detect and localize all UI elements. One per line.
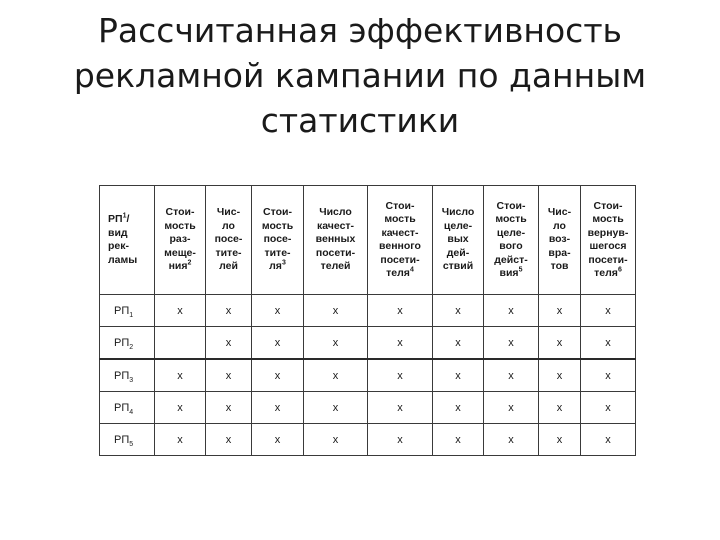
- table-row: [100, 327, 636, 360]
- table-cell: x: [368, 327, 433, 360]
- row-label: $РП_5$: [100, 424, 155, 456]
- table-cell: x: [484, 295, 539, 327]
- header-line: лей: [219, 260, 238, 273]
- table-cell: x: [539, 295, 581, 327]
- table-cell: x: [368, 424, 433, 456]
- table-cell: x: [484, 327, 539, 360]
- header-line: ствий: [442, 260, 474, 273]
- table-row: [100, 295, 636, 327]
- header-line: мость: [164, 219, 196, 232]
- row-index: 4: [129, 408, 134, 416]
- header-line: мость: [384, 213, 416, 225]
- table-row: [100, 424, 636, 456]
- header-line: ния$^2$: [168, 259, 192, 273]
- table-row: [100, 359, 636, 392]
- header-line: раз-: [169, 233, 191, 246]
- table-cell: x: [206, 295, 252, 327]
- table-cell: x: [581, 392, 636, 424]
- footnote-mark: 6: [617, 266, 622, 274]
- table-cell: x: [252, 327, 304, 360]
- table-cell: x: [206, 424, 252, 456]
- header-line: дей-: [446, 246, 470, 259]
- row-index: 1: [129, 311, 134, 319]
- table-cell: x: [206, 392, 252, 424]
- row-index: 5: [129, 440, 134, 448]
- statistics-table-container: [99, 185, 635, 453]
- table-cell: x: [539, 424, 581, 456]
- table-cell: x: [433, 392, 484, 424]
- header-line: посети-: [380, 253, 420, 266]
- table-cell: x: [304, 295, 368, 327]
- footnote-mark: 2: [187, 259, 192, 267]
- header-line: теля$^6$: [594, 266, 622, 279]
- table-cell: x: [581, 295, 636, 327]
- footnote-mark: 4: [409, 266, 414, 274]
- table-cell: x: [304, 327, 368, 360]
- header-line: Стои-: [496, 199, 526, 212]
- row-index: 2: [129, 343, 134, 351]
- row-label: $РП_3$: [100, 359, 155, 392]
- header-cell: [581, 186, 636, 295]
- table-cell: x: [206, 327, 252, 360]
- header-line: теля$^4$: [386, 266, 414, 279]
- header-line: меще-: [164, 246, 196, 259]
- slide-title: [40, 8, 680, 143]
- header-line: вернув-: [587, 226, 629, 239]
- table-cell: x: [484, 359, 539, 392]
- header-line: телей: [320, 260, 351, 273]
- row-index: 3: [129, 376, 134, 384]
- header-line: шегося: [589, 240, 627, 252]
- header-line: Стои-: [593, 199, 623, 212]
- header-line: Число: [319, 206, 352, 219]
- header-line: тите-: [264, 246, 291, 259]
- header-line: дейст-: [494, 253, 528, 266]
- header-line: ло: [222, 219, 235, 232]
- header-line: Число: [441, 206, 475, 219]
- header-line: посети-: [315, 246, 356, 259]
- header-cell: [206, 186, 252, 295]
- table-cell: x: [252, 359, 304, 392]
- header-line: Стои-: [385, 199, 415, 212]
- header-line: венного: [379, 240, 421, 252]
- table-cell: x: [155, 424, 206, 456]
- title-line-2: рекламной кампании по данным: [73, 56, 647, 95]
- header-cell: [304, 186, 368, 295]
- header-line: Чис-: [216, 206, 241, 219]
- header-cell-type: РП$^1$/ вид рек- ламы: [100, 186, 155, 295]
- table-cell: x: [539, 327, 581, 360]
- table-row: [100, 392, 636, 424]
- row-label: $РП_4$: [100, 392, 155, 424]
- header-line: Чис-: [547, 206, 572, 219]
- header-line: мость: [495, 213, 527, 225]
- header-line: вра-: [548, 246, 571, 259]
- header-line: Стои-: [263, 206, 292, 219]
- table-cell: x: [539, 359, 581, 392]
- header-line: мость: [592, 213, 624, 225]
- title-line-3: статистики: [260, 101, 460, 140]
- header-cell: [252, 186, 304, 295]
- table-cell: x: [368, 392, 433, 424]
- header-line: посети-: [588, 253, 628, 266]
- table-cell: x: [252, 295, 304, 327]
- header-line: вия$^5$: [499, 266, 523, 279]
- statistics-table: [99, 185, 636, 456]
- table-cell: [155, 327, 206, 360]
- row-label: $РП_2$: [100, 327, 155, 360]
- header-cell: [539, 186, 581, 295]
- footnote-mark: 3: [281, 259, 286, 267]
- header-line: тите-: [215, 246, 242, 259]
- header-line: целе-: [443, 219, 473, 232]
- header-cell: [484, 186, 539, 295]
- header-line: Стои-: [165, 206, 195, 219]
- table-cell: x: [433, 327, 484, 360]
- table-cell: x: [484, 392, 539, 424]
- table-cell: x: [252, 392, 304, 424]
- table-cell: x: [304, 424, 368, 456]
- header-line: посе-: [263, 233, 292, 246]
- table-cell: x: [581, 424, 636, 456]
- table-cell: x: [155, 392, 206, 424]
- header-line: целе-: [496, 226, 526, 239]
- footnote-mark: 5: [518, 266, 523, 274]
- table-cell: x: [484, 424, 539, 456]
- title-line-1: Рассчитанная эффективность: [98, 11, 622, 50]
- table-cell: x: [539, 392, 581, 424]
- header-line: воз-: [548, 233, 571, 246]
- header-line: ло: [553, 219, 566, 232]
- header-cell: [368, 186, 433, 295]
- header-line: ля$^3$: [269, 259, 286, 273]
- table-cell: x: [581, 327, 636, 360]
- header-cell: [155, 186, 206, 295]
- header-cell: [433, 186, 484, 295]
- header-line: вых: [447, 233, 469, 246]
- header-line: качест-: [316, 219, 355, 232]
- header-line: венных: [315, 233, 356, 246]
- table-cell: x: [581, 359, 636, 392]
- table-cell: x: [155, 295, 206, 327]
- table-cell: x: [433, 295, 484, 327]
- table-body: [100, 295, 636, 456]
- header-line: тов: [550, 260, 569, 273]
- header-line: мость: [261, 219, 294, 232]
- header-line: вого: [499, 240, 523, 252]
- header-line: качест-: [381, 226, 419, 239]
- row-label: $РП_1$: [100, 295, 155, 327]
- table-cell: x: [206, 359, 252, 392]
- table-cell: x: [433, 424, 484, 456]
- table-cell: x: [304, 359, 368, 392]
- table-cell: x: [368, 295, 433, 327]
- table-cell: x: [368, 359, 433, 392]
- table-cell: x: [155, 359, 206, 392]
- table-cell: x: [433, 359, 484, 392]
- table-header-row: [100, 186, 636, 295]
- table-cell: x: [252, 424, 304, 456]
- table-cell: x: [304, 392, 368, 424]
- header-line: посе-: [214, 233, 243, 246]
